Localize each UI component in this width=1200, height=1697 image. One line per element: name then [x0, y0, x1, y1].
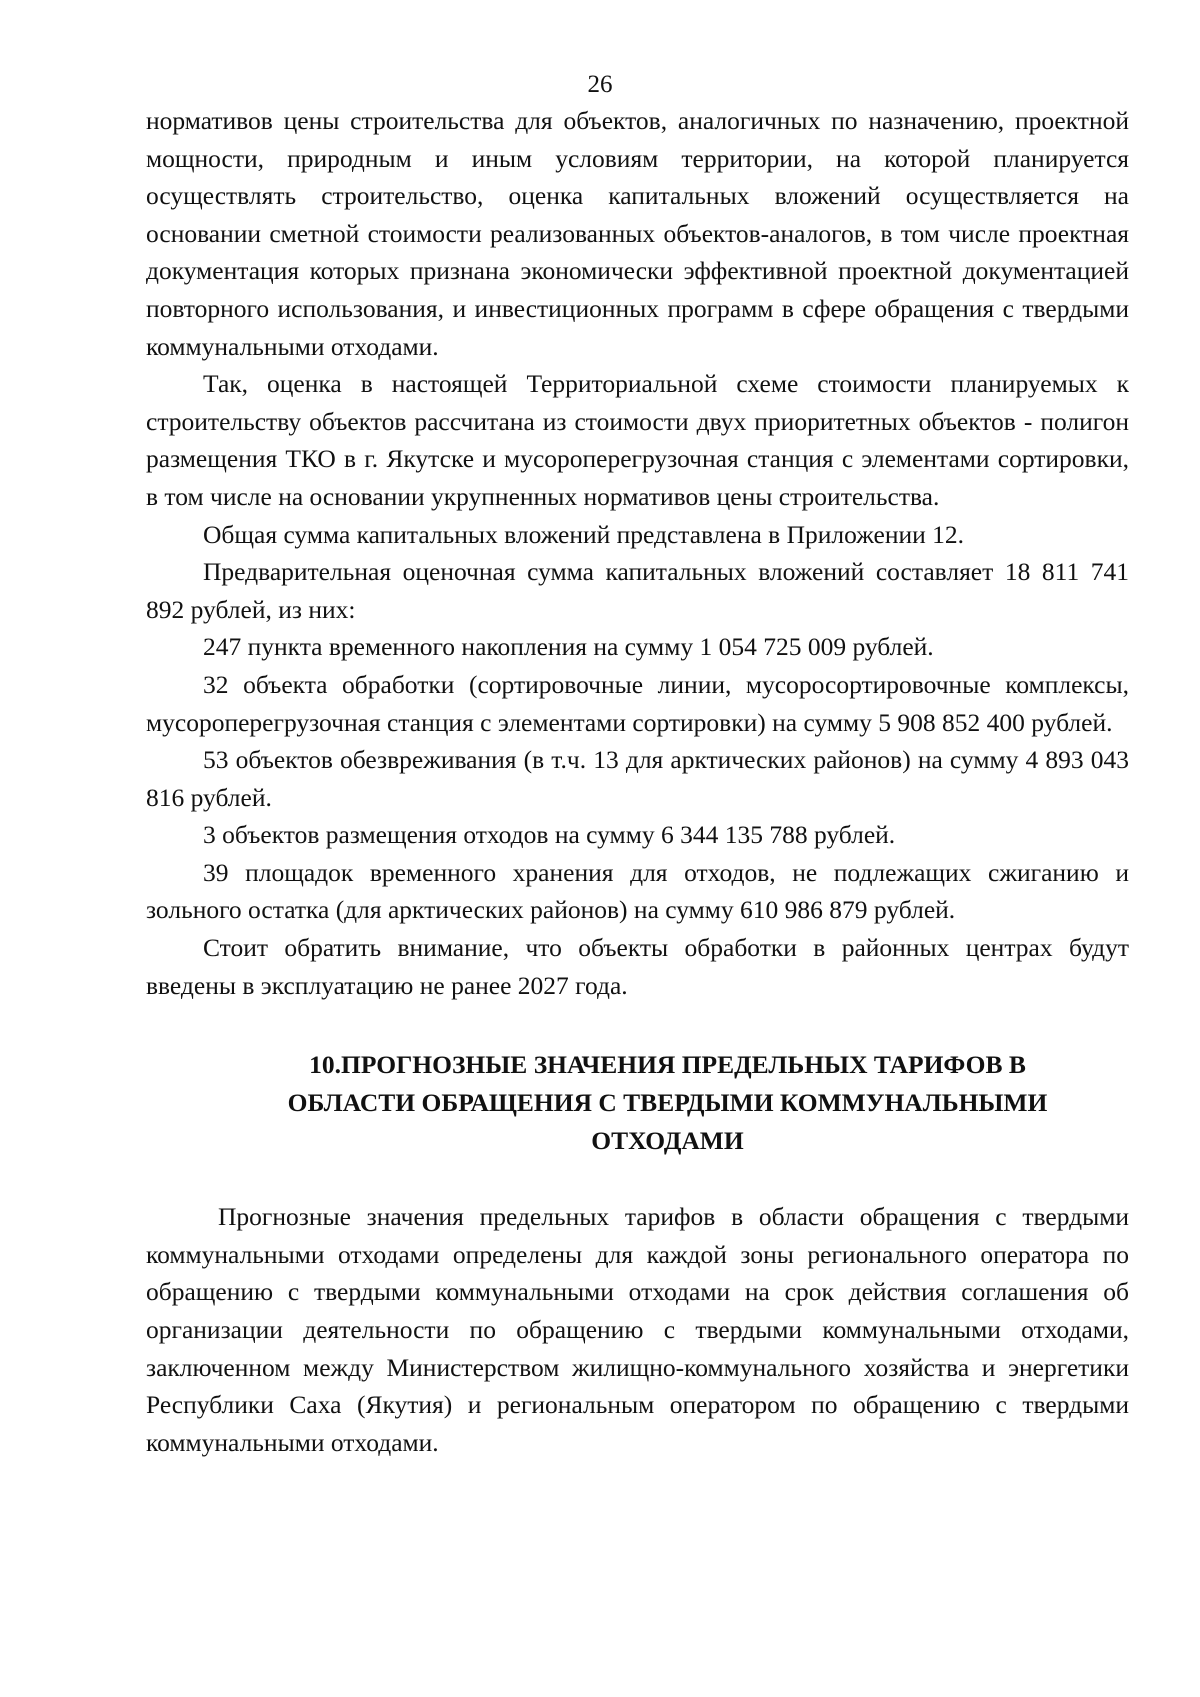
paragraph-processing-objects: 32 объекта обработки (сортировочные линии, мусоросортировочные комплексы, мусороперегрузочная станция с элементами сортировки) на сумму 5 908 852 400 рублей. [146, 669, 1129, 737]
paragraph-neutralization-objects: 53 объектов обезвреживания (в т.ч. 13 для арктических районов) на сумму 4 893 043 816 рублей. [146, 745, 1129, 812]
paragraph-disposal-objects: 3 объектов размещения отходов на сумму 6 344 135 788 рублей. [203, 820, 896, 850]
paragraph-cost-estimate: Так, оценка в настоящей Территориальной схеме стоимости планируемых к строительству объектов рассчитана из стоимости двух приоритетных объектов - полигон размещения ТКО в г. Якутске и мусороперегрузочная станция с элементами сортировки, в том числе на основании укрупненных нормативов цены строительства. [146, 369, 1129, 511]
paragraph-continuation: нормативов цены строительства для объектов, аналогичных по назначению, проектной мощности, природным и иным условиям территории, на которой планируется осуществлять строительство, оценка капитальных вложений осуществляется на основании сметной стоимости реализованных объектов-аналогов, в том числе проектная документация которых признана экономически эффективной проектной документацией повторного использования, и инвестиционных программ в сфере обращения с твердыми коммунальными отходами. [146, 106, 1129, 361]
section-heading-line-1: 10.ПРОГНОЗНЫЕ ЗНАЧЕНИЯ ПРЕДЕЛЬНЫХ ТАРИФОВ В [309, 1050, 1026, 1080]
section-paragraph: Прогнозные значения предельных тарифов в области обращения с твердыми коммунальными отходами определены для каждой зоны регионального оператора по обращению с твердыми коммунальными отходами на срок действия соглашения об организации деятельности по обращению с твердыми коммунальными отходами, заключенном между Министерством жилищно-коммунального хозяйства и энергетики Республики Саха (Якутия) и региональным оператором по обращению с твердыми коммунальными отходами. [146, 1202, 1129, 1457]
section-heading [146, 1046, 1129, 1160]
paragraph-accumulation-points: 247 пункта временного накопления на сумму 1 054 725 009 рублей. [203, 632, 934, 662]
paragraph-storage-sites: 39 площадок временного хранения для отходов, не подлежащих сжиганию и зольного остатка (для арктических районов) на сумму 610 986 879 рублей. [146, 857, 1129, 925]
paragraph-preliminary-sum: Предварительная оценочная сумма капитальных вложений составляет 18 811 741 892 рублей, из них: [146, 557, 1129, 624]
section-heading-line-2: ОБЛАСТИ ОБРАЩЕНИЯ С ТВЕРДЫМИ КОММУНАЛЬНЫМИ [287, 1088, 1048, 1118]
paragraph-commissioning-note: Стоит обратить внимание, что объекты обработки в районных центрах будут введены в эксплуатацию не ранее 2027 года. [146, 933, 1129, 1000]
section-heading-line-3: ОТХОДАМИ [591, 1126, 744, 1156]
paragraph-total-reference: Общая сумма капитальных вложений представлена в Приложении 12. [203, 519, 965, 549]
page-number: 26 [587, 71, 613, 98]
document-body [146, 102, 1129, 1461]
